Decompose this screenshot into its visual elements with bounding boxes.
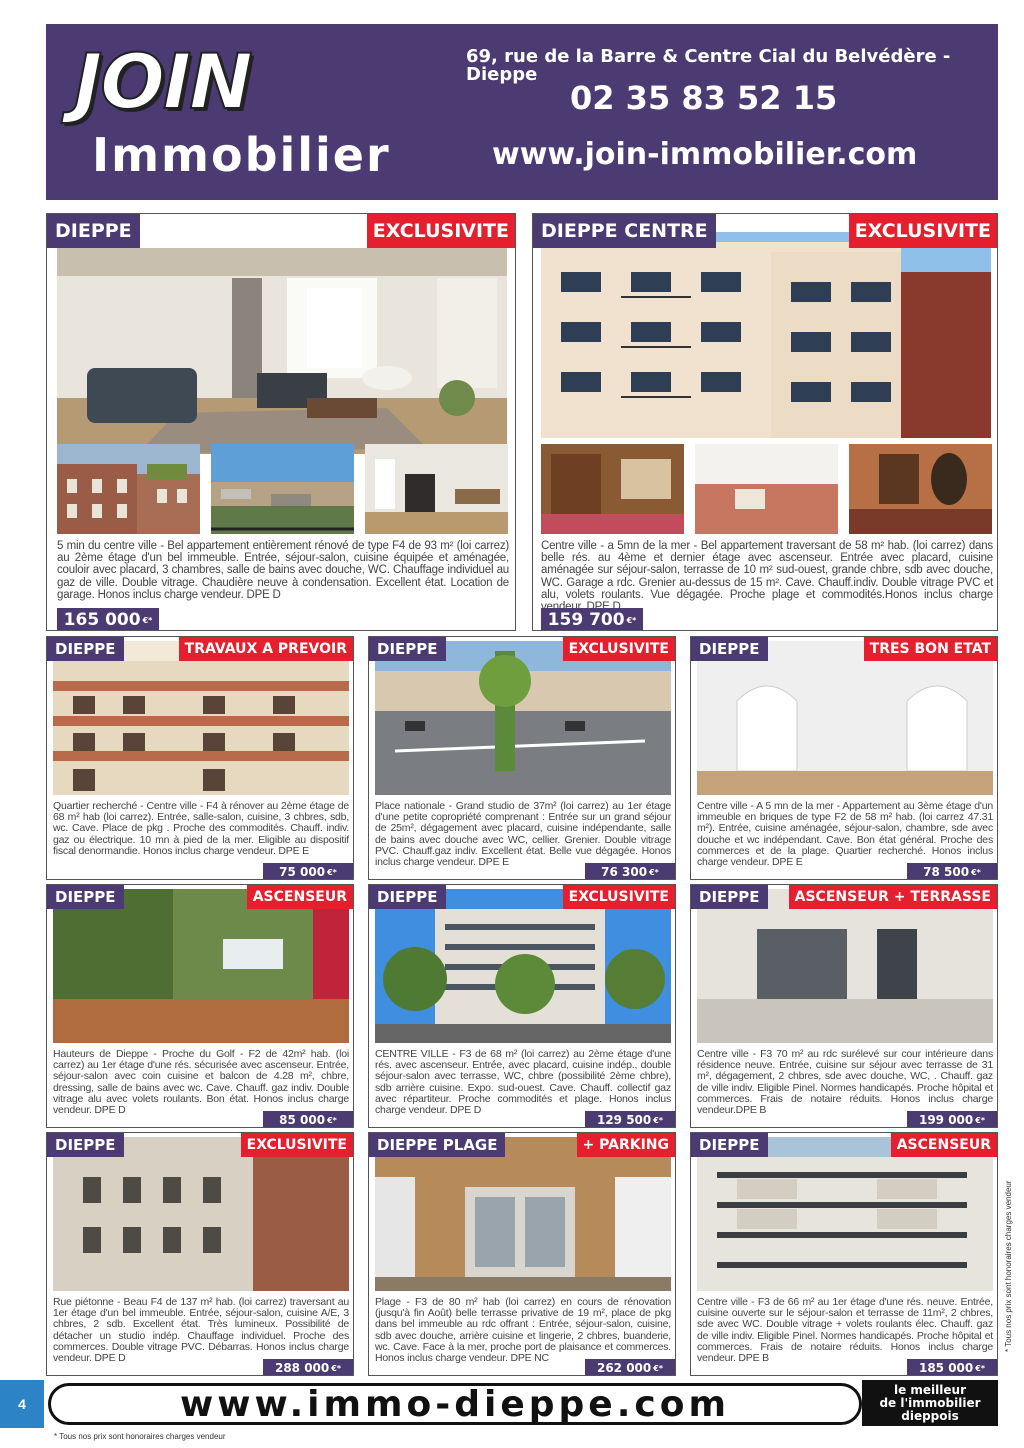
listing-location: DIEPPE (369, 885, 446, 909)
listing-photo[interactable] (697, 889, 993, 1043)
listing-price (263, 863, 353, 880)
listing-description: Hauteurs de Dieppe - Proche du Golf - F2 de 42m² hab. (loi carrez) au 1er étage d'une rés. sécurisée avec ascenseur. Entrée, séjour-salon avec coin cuisine et balcon de 4.28 m², chbre, dressing, salle de bains avec wc. Cave. Chauff. gaz indiv. Double vitrage alu avec volets roulants. Bon état. Honos inclus charge vendeur. DPE D (53, 1048, 349, 1117)
listing-location: DIEPPE (691, 1133, 768, 1157)
footer-website[interactable]: www.immo-dieppe.com (48, 1383, 862, 1425)
listing-location: DIEPPE CENTRE (533, 214, 716, 248)
listing-card[interactable] (532, 213, 998, 631)
footnote: * Tous nos prix sont honoraires charges vendeur (54, 1432, 226, 1441)
listing-description: 5 min du centre ville - Bel appartement entièrement rénové de type F4 de 93 m² (loi carrez) au 2ème étage d'un bel immeuble. Entrée, séjour-salon, cuisine équipée et aménagée, couloir avec placard, 3 chambres, salle de bains avec douche, WC. Chauffage individuel au gaz de ville. Double vitrage. Chaudière neuve à condensation. Excellent état. Location de garage. Honos inclus charge vendeur. DPE D (57, 540, 509, 601)
listing-photo[interactable] (697, 641, 993, 795)
listing-tag: EXCLUSIVITE (241, 1133, 353, 1157)
price-currency: €* (971, 867, 981, 877)
price-currency: €* (331, 1363, 342, 1373)
price-value: 85 000 (279, 1113, 326, 1127)
listing-description: CENTRE VILLE - F3 de 68 m² (loi carrez) au 2ème étage d'une rés. avec ascenseur. Entrée, avec placard, cuisine indép., double séjour-salon avec terrasse, WC, chbre (possibilité 2ème chbre), sdb arrière cuisine. Expo. sud-ouest. Cave. Chauff. collectif gaz avec répartiteur. Proche commodités et plage. Honos inclus charge vendeur. DPE D (375, 1048, 671, 1117)
price-value: 159 700 (547, 610, 625, 630)
listing-tag: ASCENSEUR (891, 1133, 997, 1157)
listing-price (585, 863, 675, 880)
listing-price (585, 1359, 675, 1376)
listing-price (907, 1359, 997, 1376)
thumb-living-wood[interactable] (541, 444, 684, 534)
listing-description: Plage - F3 de 80 m² hab (loi carrez) en cours de rénovation (jusqu'à fin Août) belle terrasse privative de 19 m², place de pkg dans bel immeuble au rdc offrant : Entrée, séjour-salon, cuisine, sdb avec douche, arrière cuisine et lingerie, 2 chbres, buanderie, wc. Cave. Face à la mer, proche port de plaisance et commerces. Honos inclus charge vendeur. DPE NC (375, 1296, 671, 1365)
listing-card[interactable] (368, 884, 676, 1128)
price-value: 288 000 (274, 1361, 330, 1375)
price-currency: €* (626, 615, 637, 625)
price-value: 129 500 (596, 1113, 652, 1127)
price-currency: €* (649, 867, 659, 877)
agency-header (46, 24, 998, 200)
slogan-line: de l'immobilier (879, 1396, 981, 1410)
thumb-dining-mirror[interactable] (849, 444, 992, 534)
listing-tag: EXCLUSIVITE (563, 885, 675, 909)
main-photo-living-room[interactable] (57, 248, 507, 454)
listing-tag: ASCENSEUR + TERRASSE (789, 885, 997, 909)
agency-phone[interactable]: 02 35 83 52 15 (570, 79, 838, 117)
price-value: 185 000 (918, 1361, 974, 1375)
listing-photo[interactable] (53, 889, 349, 1043)
slogan-line: le meilleur (893, 1383, 966, 1397)
listing-description: Centre ville - A 5 mn de la mer - Appartement au 3ème étage d'un immeuble en briques de type F2 de 58 m² hab. (loi carrez 47.31 m²). Entrée, cuisine aménagée, séjour-salon, chambre, sde avec douche et wc indépendant. Cave. Bon état général. Proche des commerces et de la plage. Quartier recherché. Honos inclus charge vendeur. DPE E (697, 800, 993, 869)
listing-photo[interactable] (375, 1137, 671, 1291)
listing-description: Quartier recherché - Centre ville - F4 à rénover au 2ème étage de 68 m² hab (loi carrez). Entrée, salle-salon, cuisine, 3 chbres, sdb, wc. Cave. Place de pkg . Proche des commodités. Chauff. indiv. gaz ou électrique. 10 mn à pied de la mer. Eligible au dispositif fiscal denormandie. Honos inclus charge vendeur. DPE E (53, 800, 349, 857)
listing-tag: TRAVAUX A PREVOIR (179, 637, 353, 661)
price-value: 262 000 (596, 1361, 652, 1375)
footer-slogan (862, 1380, 998, 1426)
listing-photo[interactable] (375, 641, 671, 795)
listing-tag: EXCLUSIVITE (367, 214, 515, 248)
listing-price (263, 1359, 353, 1376)
slogan-line: dieppois (901, 1409, 959, 1423)
listing-card[interactable] (46, 636, 354, 880)
price-currency: €* (653, 1363, 664, 1373)
listing-description: Centre ville - a 5mn de la mer - Bel appartement traversant de 58 m² hab. (loi carrez) dans belle rés. au 4ème et dernier étage avec ascenseur. Entrée avec placard, cuisine aménagée sur séjour-salon, terrasse de 10 m² sud-ouest, grande chbre, sdb avec douche, WC. Garage a rdc. Grenier au-dessus de 15 m². Cave. Chauff.indiv. Double vitrage PVC et alu, volets roulants. Vue dégagée. Proche plage et commodités.Honos inclus charge (541, 540, 993, 601)
listing-location: DIEPPE (369, 637, 446, 661)
thumb-building-facade[interactable] (57, 444, 200, 534)
logo-join: JOIN (74, 37, 251, 126)
listing-price (907, 863, 997, 880)
listing-card[interactable] (46, 213, 516, 631)
listing-photo[interactable] (375, 889, 671, 1043)
listing-photo[interactable] (53, 1137, 349, 1291)
agency-website[interactable]: www.join-immobilier.com (492, 137, 918, 172)
listing-photo[interactable] (53, 641, 349, 795)
listing-price (907, 1111, 997, 1128)
listing-photo[interactable] (697, 1137, 993, 1291)
listing-price (541, 608, 643, 631)
price-currency: €* (142, 615, 153, 625)
price-currency: €* (327, 867, 337, 877)
listing-tag: TRES BON ETAT (864, 637, 997, 661)
price-value: 165 000 (63, 610, 141, 630)
listing-price (585, 1111, 675, 1128)
price-value: 76 300 (601, 865, 648, 879)
price-currency: €* (653, 1115, 664, 1125)
listing-location: DIEPPE (47, 1133, 124, 1157)
listing-description: Centre ville - F3 de 66 m² au 1er étage d'une rés. neuve. Entrée, cuisine ouverte sur le séjour-salon et terrasse de 11m², 2 chbres, sde avec WC. Double vitrage + volets roulants élec. Chauff. gaz de ville indiv. Eligible Pinel. Normes handicapés. Proche hôpital et commerces. Frais de notaire réduits. Honos inclus charge vendeur. DPE B (697, 1296, 993, 1365)
listing-description: Centre ville - F3 70 m² au rdc surélevé sur cour intérieure dans résidence neuve. Entrée, cuisine sur séjour avec terrasse de 31 m², dégagement, 2 chbres, sde avec douche, WC, . Chauff. gaz de ville indiv. Eligible Pinel. Normes handicapés. Proche hôpital et commerces. Frais de notaire réduits. Honos inclus charge vendeur.DPE B (697, 1048, 993, 1117)
listing-card[interactable] (690, 884, 998, 1128)
thumb-dining-room[interactable] (365, 444, 508, 534)
listing-card[interactable] (368, 636, 676, 880)
listing-tag: EXCLUSIVITE (563, 637, 675, 661)
price-value: 199 000 (918, 1113, 974, 1127)
listing-price (263, 1111, 353, 1128)
listing-location: DIEPPE (47, 637, 124, 661)
listing-tag: + PARKING (577, 1133, 675, 1157)
side-note: * Tous nos prix sont honoraires charges vendeur (1004, 1180, 1013, 1352)
price-currency: €* (327, 1115, 337, 1125)
listing-price (57, 608, 159, 631)
thumb-balcony[interactable] (695, 444, 838, 534)
agency-address: 69, rue de la Barre & Centre Cial du Belvédère - Dieppe (466, 46, 951, 85)
listing-card[interactable] (690, 1132, 998, 1376)
listing-location: DIEPPE (47, 214, 140, 248)
price-currency: €* (975, 1115, 986, 1125)
listing-location: DIEPPE (691, 885, 768, 909)
listing-description: Place nationale - Grand studio de 37m² (loi carrez) au 1er étage d'une petite copropriété comprenant : Entrée sur un grand séjour de 25m², dégagement avec placard, cuisine indépendante, salle de bains avec douche avec WC, cellier. Grenier. Double vitrage PVC. Chauff.gaz indiv. Excellent état. Belle vue dégagée. Honos inclus charge vendeur. DPE E (375, 800, 671, 869)
listing-tag: ASCENSEUR (247, 885, 353, 909)
listing-location: DIEPPE (47, 885, 124, 909)
listing-card[interactable] (46, 1132, 354, 1376)
price-currency: €* (975, 1363, 986, 1373)
listing-card[interactable] (46, 884, 354, 1128)
price-value: 75 000 (279, 865, 326, 879)
listing-tag: EXCLUSIVITE (849, 214, 997, 248)
listing-location: DIEPPE (691, 637, 768, 661)
thumb-city-view[interactable] (211, 444, 354, 534)
logo-immobilier: Immobilier (92, 128, 391, 182)
listing-location: DIEPPE PLAGE (369, 1133, 505, 1157)
price-value: 78 500 (923, 865, 970, 879)
listing-card[interactable] (690, 636, 998, 880)
page-number: 4 (0, 1380, 44, 1428)
main-photo-building[interactable] (541, 232, 991, 438)
listing-card[interactable] (368, 1132, 676, 1376)
listing-description: Rue piétonne - Beau F4 de 137 m² hab. (loi carrez) traversant au 1er étage d'un bel immeuble. Entrée, séjour-salon, cuisine A/E, 3 chbres, 2 sdb. Excellent état. Très lumineux. Possibilité de détacher un studio indép. Chauffage individuel. Proche des commerces. Double vitrage PVC. Débarras. Honos inclus charge vendeur. DPE D (53, 1296, 349, 1365)
